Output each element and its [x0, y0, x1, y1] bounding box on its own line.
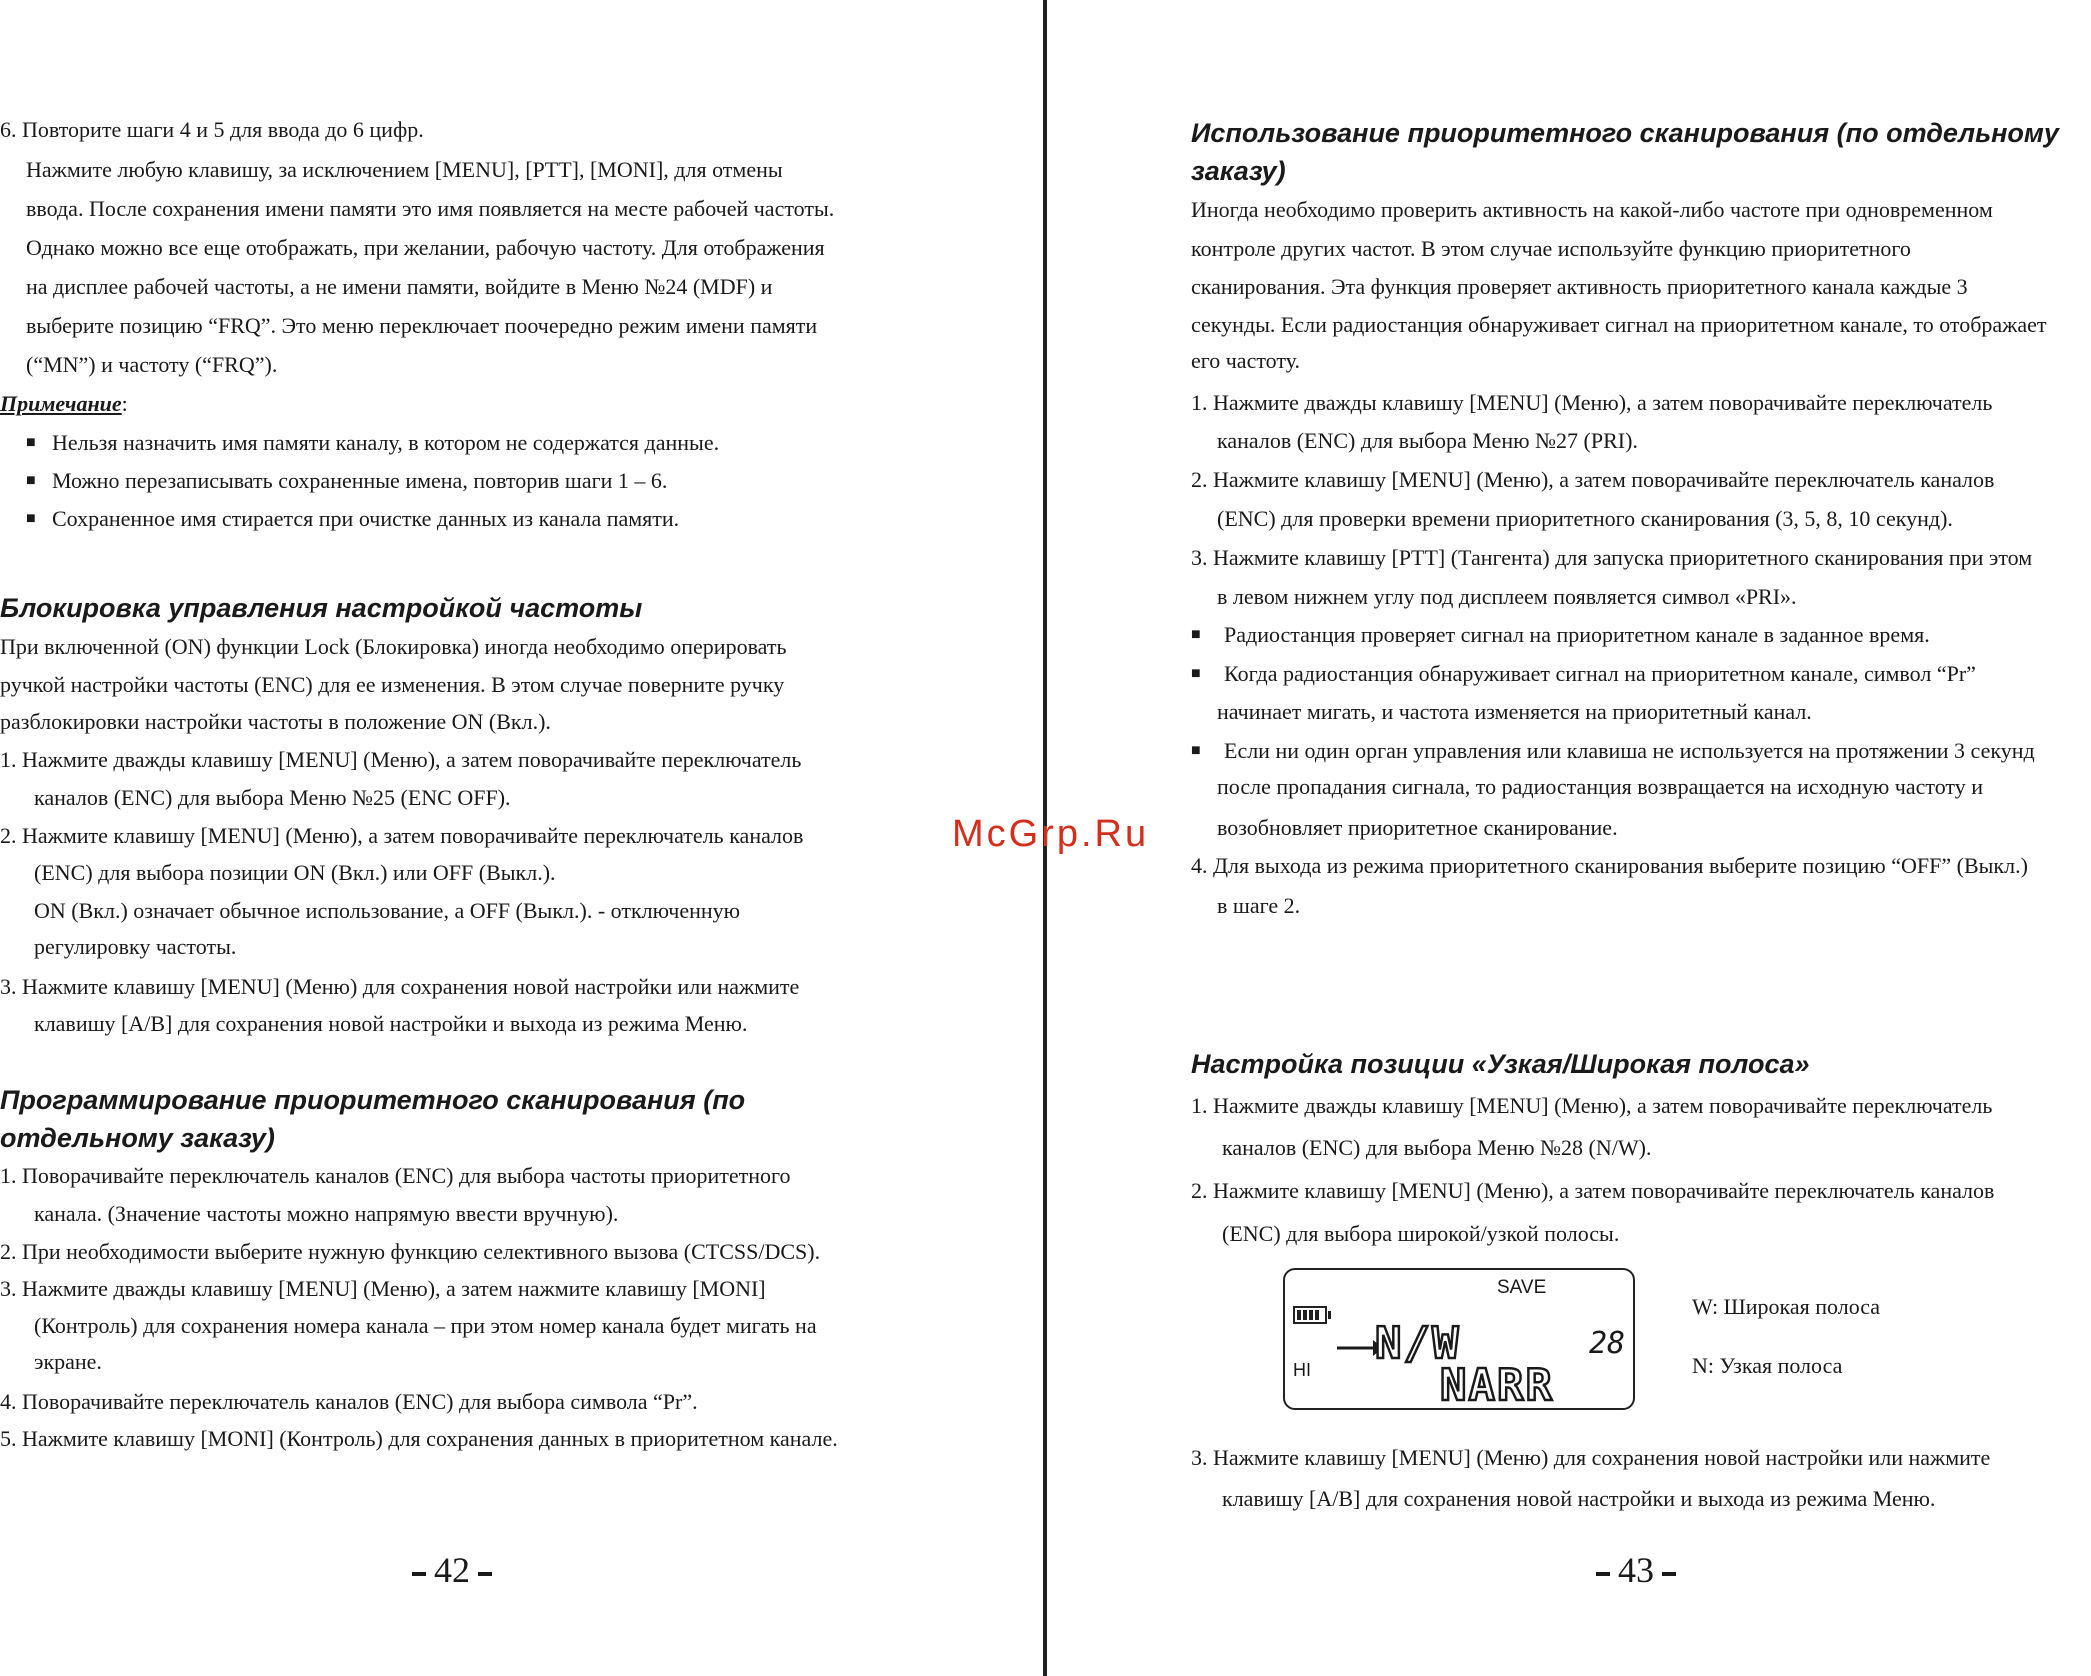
- text-line: 1. Нажмите дважды клавишу [MENU] (Меню), а затем поворачивайте переключатель: [1191, 1093, 1993, 1118]
- section-title: отдельному заказу): [0, 1123, 275, 1153]
- text-line: ручкой настройки частоты (ENC) для ее изменения. В этом случае поверните ручку: [0, 672, 785, 697]
- legend-wide: W: Широкая полоса: [1692, 1294, 1881, 1319]
- note-bullet: Сохраненное имя стирается при очистке данных из канала памяти.: [52, 506, 680, 531]
- text-line: 1. Нажмите дважды клавишу [MENU] (Меню), а затем поворачивайте переключатель: [0, 747, 802, 772]
- page-number: [1588, 1550, 1684, 1590]
- display-menu-value: NARR: [1440, 1360, 1554, 1411]
- text-line: канала. (Значение частоты можно напрямую ввести вручную).: [34, 1201, 619, 1226]
- page-number-value: 43: [1618, 1550, 1654, 1590]
- page-number-value: 42: [434, 1550, 470, 1590]
- text-line: 2. Нажмите клавишу [MENU] (Меню), а затем поворачивайте переключатель каналов: [1191, 467, 1995, 492]
- bullet-icon: ■: [26, 434, 36, 451]
- section-title: Программирование приоритетного сканирования (по: [0, 1085, 746, 1115]
- page-number: [404, 1550, 500, 1590]
- text-line: 3. Нажмите клавишу [MENU] (Меню) для сохранения новой настройки или нажмите: [1191, 1445, 1991, 1470]
- bullet-icon: ■: [1191, 742, 1201, 759]
- text-line: 3. Нажмите клавишу [MENU] (Меню) для сохранения новой настройки или нажмите: [0, 974, 800, 999]
- text-line: 2. Нажмите клавишу [MENU] (Меню), а затем поворачивайте переключатель каналов: [0, 823, 804, 848]
- text-line: Радиостанция проверяет сигнал на приоритетном канале в заданное время.: [1224, 622, 1930, 647]
- text-line: (ENC) для выбора широкой/узкой полосы.: [1222, 1221, 1620, 1246]
- text-line: 5. Нажмите клавишу [MONI] (Контроль) для сохранения данных в приоритетном канале.: [0, 1426, 838, 1451]
- text-line: Иногда необходимо проверить активность на какой-либо частоте при одновременном: [1191, 197, 1993, 222]
- left-page: [0, 0, 1040, 1676]
- text-line: контроле других частот. В этом случае используйте функцию приоритетного: [1191, 236, 1911, 261]
- watermark: McGrp.Ru: [952, 813, 1150, 855]
- text-line: 4. Для выхода из режима приоритетного сканирования выберите позицию “OFF” (Выкл.): [1191, 853, 2028, 878]
- text-line: 6. Повторите шаги 4 и 5 для ввода до 6 цифр.: [0, 117, 424, 142]
- note-label: Примечание: [0, 391, 122, 416]
- text-line: сканирования. Эта функция проверяет активность приоритетного канала каждые 3: [1191, 274, 1968, 299]
- legend-narrow: N: Узкая полоса: [1692, 1353, 1843, 1378]
- text-line: Если ни один орган управления или клавиша не используется на протяжении 3 секунд: [1224, 738, 2035, 763]
- text-line: на дисплее рабочей частоты, а не имени памяти, войдите в Меню №24 (MDF) и: [26, 274, 773, 299]
- display-power-label: HI: [1293, 1360, 1311, 1380]
- bullet-icon: ■: [1191, 626, 1201, 643]
- text-line: (Контроль) для сохранения номера канала – при этом номер канала будет мигать на: [34, 1313, 817, 1338]
- text-line: выберите позицию “FRQ”. Это меню переключает поочередно режим имени памяти: [26, 313, 818, 338]
- text-line: регулировку частоты.: [34, 934, 237, 959]
- text-line: каналов (ENC) для выбора Меню №25 (ENC OFF).: [34, 785, 511, 810]
- note-bullet: Можно перезаписывать сохраненные имена, повторив шаги 1 – 6.: [52, 468, 668, 493]
- text-line: (“MN”) и частоту (“FRQ”).: [26, 352, 278, 377]
- text-line: (ENC) для проверки времени приоритетного сканирования (3, 5, 8, 10 секунд).: [1217, 506, 1953, 531]
- text-line: При включенной (ON) функции Lock (Блокировка) иногда необходимо оперировать: [0, 634, 787, 659]
- section-title: Блокировка управления настройкой частоты: [0, 593, 643, 623]
- text-line: экране.: [34, 1349, 102, 1374]
- bullet-icon: ■: [1191, 665, 1201, 682]
- text-line: 3. Нажмите дважды клавишу [MENU] (Меню), а затем нажмите клавишу [MONI]: [0, 1276, 766, 1301]
- note-bullet: Нельзя назначить имя памяти каналу, в котором не содержатся данные.: [52, 430, 720, 455]
- display-menu-number: 28: [1589, 1326, 1626, 1361]
- battery-icon: [1293, 1306, 1327, 1324]
- text-line: Когда радиостанция обнаруживает сигнал на приоритетном канале, символ “Pr”: [1224, 661, 1976, 686]
- text-line: каналов (ENC) для выбора Меню №27 (PRI).: [1217, 428, 1638, 453]
- text-line: секунды. Если радиостанция обнаруживает сигнал на приоритетном канале, то отображает: [1191, 312, 2047, 337]
- text-line: 4. Поворачивайте переключатель каналов (ENC) для выбора символа “Pr”.: [0, 1389, 698, 1414]
- text-line: 2. При необходимости выберите нужную функцию селективного вызова (CTCSS/DCS).: [0, 1239, 821, 1264]
- text-line: его частоту.: [1191, 348, 1300, 373]
- text-line: возобновляет приоритетное сканирование.: [1217, 815, 1618, 840]
- section-title: заказу): [1191, 156, 1286, 186]
- text-line: ввода. После сохранения имени памяти это имя появляется на месте рабочей частоты.: [26, 196, 835, 221]
- text-line: Нажмите любую клавишу, за исключением [MENU], [PTT], [MONI], для отмены: [26, 157, 783, 182]
- bullet-icon: ■: [26, 510, 36, 527]
- note-colon: :: [121, 391, 128, 416]
- text-line: 1. Нажмите дважды клавишу [MENU] (Меню), а затем поворачивайте переключатель: [1191, 390, 1993, 415]
- text-line: клавишу [A/B] для сохранения новой настройки и выхода из режима Меню.: [34, 1011, 748, 1036]
- text-line: 2. Нажмите клавишу [MENU] (Меню), а затем поворачивайте переключатель каналов: [1191, 1178, 1995, 1203]
- display-menu-name: N/W: [1375, 1318, 1461, 1369]
- display-save-label: SAVE: [1497, 1277, 1547, 1298]
- bullet-icon: ■: [26, 472, 36, 489]
- text-line: 1. Поворачивайте переключатель каналов (ENC) для выбора частоты приоритетного: [0, 1163, 791, 1188]
- text-line: в левом нижнем углу под дисплеем появляется символ «PRI».: [1217, 584, 1797, 609]
- text-line: ON (Вкл.) означает обычное использование, а OFF (Выкл.). - отключенную: [34, 898, 741, 923]
- text-line: начинает мигать, и частота изменяется на приоритетный канал.: [1217, 699, 1812, 724]
- text-line: после пропадания сигнала, то радиостанция возвращается на исходную частоту и: [1217, 774, 1984, 799]
- section-title: Использование приоритетного сканирования (по отдельному: [1191, 118, 2059, 148]
- text-line: клавишу [A/B] для сохранения новой настройки и выхода из режима Меню.: [1222, 1486, 1936, 1511]
- radio-display: [1283, 1268, 1635, 1410]
- text-line: 3. Нажмите клавишу [PTT] (Тангента) для запуска приоритетного сканирования при этом: [1191, 545, 2033, 570]
- text-line: каналов (ENC) для выбора Меню №28 (N/W).: [1222, 1135, 1652, 1160]
- text-line: (ENC) для выбора позиции ON (Вкл.) или OFF (Выкл.).: [34, 860, 556, 885]
- text-line: разблокировки настройки частоты в положение ON (Вкл.).: [0, 709, 551, 734]
- note-heading: [0, 389, 128, 419]
- text-line: в шаге 2.: [1217, 893, 1301, 918]
- right-page: [1060, 0, 2091, 1676]
- section-title: Настройка позиции «Узкая/Широкая полоса»: [1191, 1049, 1810, 1079]
- text-line: Однако можно все еще отображать, при желании, рабочую частоту. Для отображения: [26, 235, 825, 260]
